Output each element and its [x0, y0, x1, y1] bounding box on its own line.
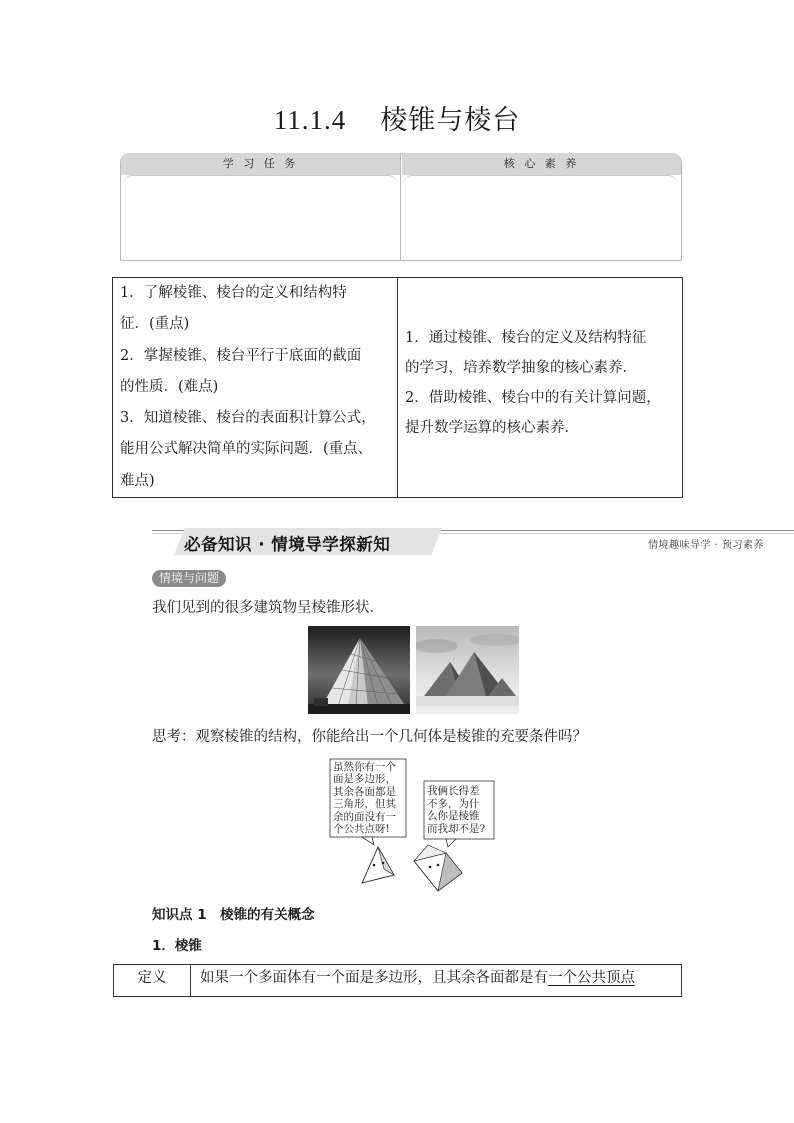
tasks-tab-box	[120, 153, 682, 261]
right-speech-bubble: 我俩长得差 不多，为什 么你是棱锥 而我却不是?	[427, 785, 486, 835]
definition-table	[113, 964, 682, 997]
tab-learning-tasks: 学 习 任 务	[121, 153, 400, 175]
section-banner	[152, 527, 794, 557]
literacy-line: 提升数学运算的核心素养．	[405, 420, 579, 436]
definition-label: 定义	[114, 965, 191, 996]
task-line: 3．知道棱锥、棱台的表面积计算公式，	[120, 410, 376, 427]
learning-tasks-cell	[120, 278, 390, 497]
scenario-intro: 我们见到的很多建筑物呈棱锥形状．	[152, 600, 384, 616]
literacy-line: 1．通过棱锥、棱台的定义及结构特征	[405, 330, 647, 346]
section-title: 棱锥与棱台	[380, 105, 521, 136]
tab-core-literacy: 核 心 素 养	[402, 153, 681, 175]
scenario-badge: 情境与问题	[152, 570, 226, 587]
core-literacy-cell	[405, 323, 677, 443]
definition-underlined-term: 一个公共顶点	[548, 970, 635, 986]
left-speech-bubble: 虽然你有一个 面是多边形， 其余各面都是 三角形，但其 余的面没有一 个公共点呀!	[333, 761, 396, 836]
objectives-table	[112, 277, 683, 498]
knowledge-point-heading: 知识点 1 棱锥的有关概念	[152, 907, 315, 923]
section-banner-title: 必备知识 · 情境导学探新知	[184, 535, 391, 554]
task-line: 1．了解棱锥、棱台的定义和结构特	[120, 285, 347, 301]
task-line: 征．(重点)	[120, 316, 190, 333]
giza-pyramids-photo	[416, 626, 519, 714]
task-line: 的性质．(难点)	[120, 378, 219, 395]
task-line: 2．掌握棱锥、棱台平行于底面的截面	[120, 347, 362, 364]
section-number: 11.1.4	[273, 105, 347, 135]
page-title	[0, 98, 794, 137]
literacy-line: 2．借助棱锥、棱台中的有关计算问题，	[405, 390, 661, 406]
glass-pyramid-photo	[308, 626, 410, 714]
pyramid-cartoon	[328, 757, 498, 893]
pyramid-subheading: 1．棱锥	[152, 938, 202, 954]
scenario-question: 思考：观察棱锥的结构，你能给出一个几何体是棱锥的充要条件吗？	[152, 729, 587, 745]
definition-text: 如果一个多面体有一个面是多边形，且其余各面都是有一个公共顶点	[200, 970, 635, 986]
literacy-line: 的学习，培养数学抽象的核心素养．	[405, 360, 637, 376]
section-banner-subtitle: 情境趣味导学 · 预习素养	[648, 540, 765, 551]
task-line: 能用公式解决简单的实际问题．(重点、	[120, 441, 373, 458]
task-line: 难点)	[120, 472, 155, 489]
